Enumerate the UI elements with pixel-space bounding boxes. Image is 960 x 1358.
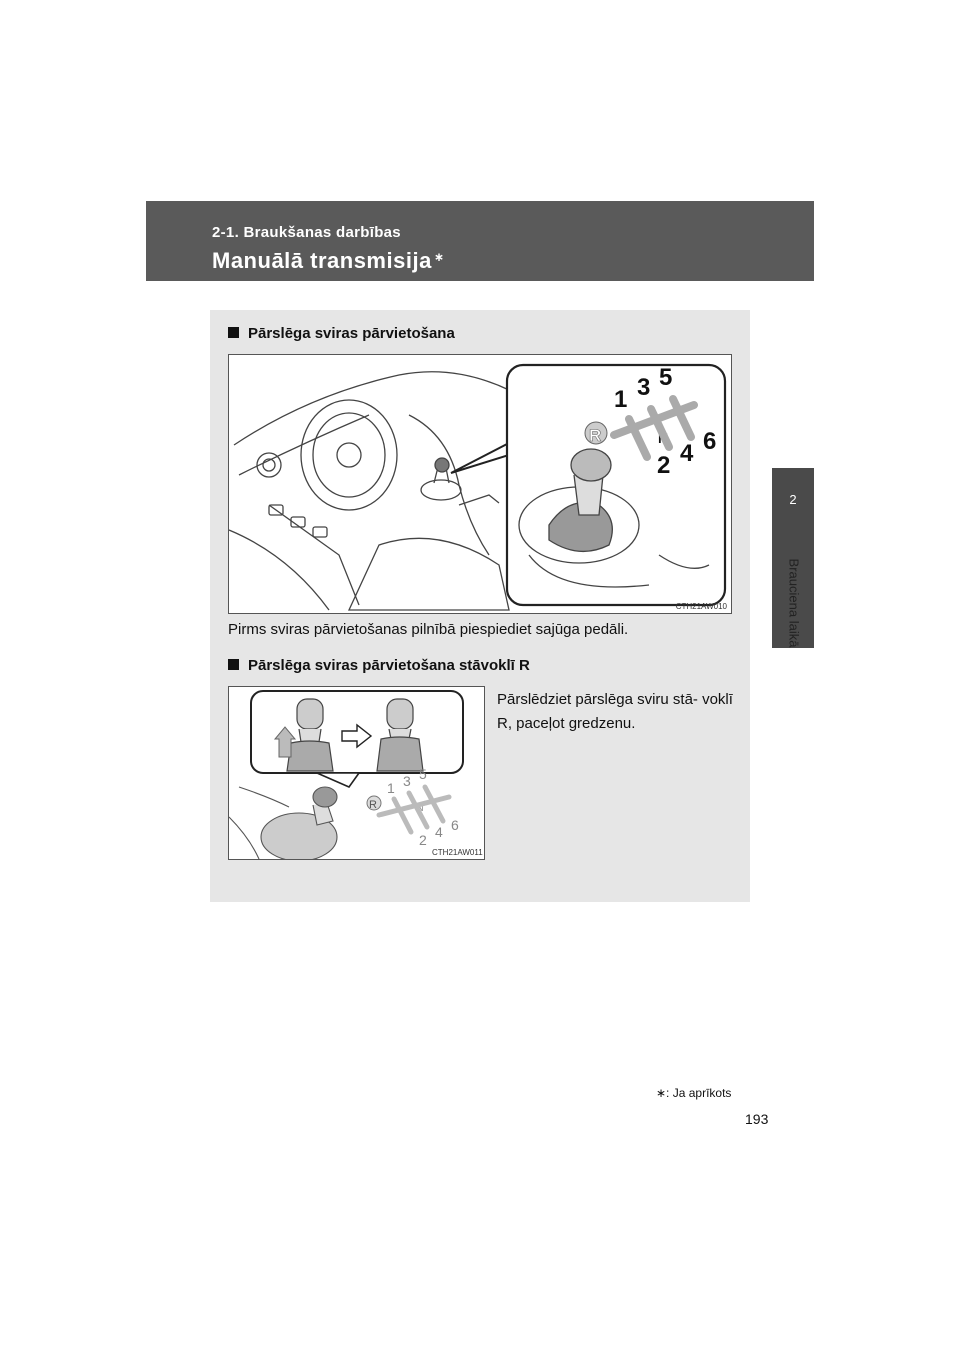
gear-1: 1 (614, 386, 628, 413)
page-title (212, 248, 444, 274)
figure-code: CTH21AW011 (432, 848, 483, 857)
gear-4: 4 (680, 440, 694, 467)
heading-shift-lever-text: Pārslēga sviras pārvietošana (248, 325, 455, 342)
page-title-text: Manuālā transmisija (212, 248, 432, 273)
gear-2-small: 2 (419, 832, 427, 848)
figure-code: CTH21AW010 (675, 602, 727, 611)
gear-5: 5 (659, 364, 673, 391)
gear-4-small: 4 (435, 824, 443, 840)
gear-1-small: 1 (387, 780, 395, 796)
gear-r-small: R (369, 799, 377, 811)
chapter-side-label-text: Brauciena laikā (786, 558, 802, 648)
square-bullet-icon (228, 327, 239, 338)
gear-n: N (658, 430, 669, 446)
footnote: ∗: Ja aprīkots (656, 1086, 732, 1100)
gear-r: R (589, 426, 602, 445)
heading-reverse (228, 657, 530, 674)
paragraph-reverse: Pārslēdziet pārslēga sviru stā- voklī R, paceļot gredzenu. (497, 691, 733, 732)
page-number: 193 (745, 1111, 769, 1127)
heading-reverse-text: Pārslēga sviras pārvietošana stāvoklī R (248, 657, 530, 674)
gear-5-small: 5 (419, 766, 427, 782)
chapter-side-label (780, 548, 808, 658)
gear-6-small: 6 (451, 817, 459, 833)
heading-shift-lever (228, 325, 455, 342)
gear-3: 3 (637, 374, 651, 401)
gear-6: 6 (703, 428, 717, 455)
figure-shift-lever (228, 354, 732, 614)
gear-3-small: 3 (403, 773, 411, 789)
gear-n-small: N (417, 803, 424, 813)
reverse-illustration (229, 687, 485, 860)
equipment-mark: ∗ (433, 250, 445, 264)
figure-reverse (228, 686, 485, 860)
chapter-number: 2 (789, 492, 797, 507)
gear-2: 2 (657, 452, 671, 479)
paragraph-clutch: Pirms sviras pārvietošanas pilnībā piespiediet sajūga pedāli. (228, 621, 629, 638)
section-label: 2-1. Braukšanas darbības (212, 224, 401, 241)
square-bullet-icon (228, 659, 239, 670)
cockpit-illustration (229, 355, 732, 614)
